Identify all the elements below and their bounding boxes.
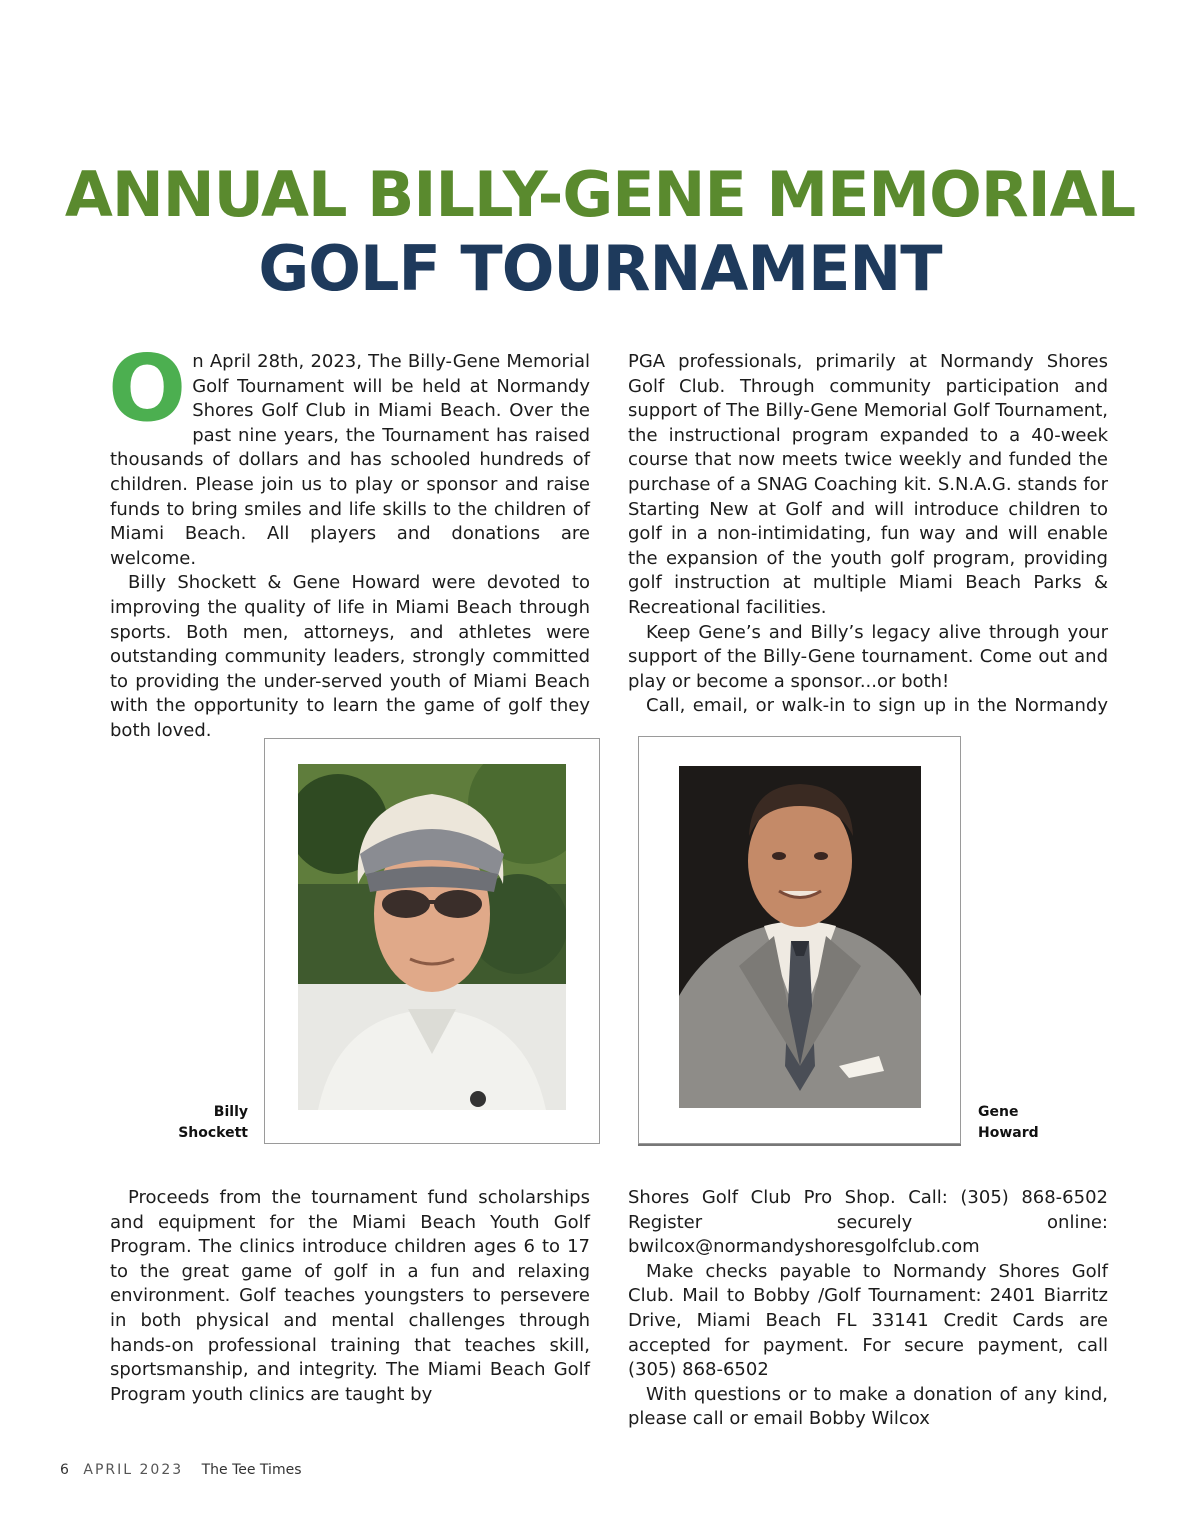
caption-gene-first: Gene (978, 1104, 1019, 1120)
title-line-2: GOLF TOURNAMENT (258, 232, 942, 305)
column-top-left (108, 335, 590, 744)
drop-cap: O (108, 335, 187, 442)
paragraph-questions: With questions or to make a donation of any kind, please call or email Bobby Wilcox (628, 1383, 1108, 1430)
publication-name: The Tee Times (201, 1462, 302, 1478)
paragraph-founders: Billy Shockett & Gene Howard were devoted to improving the quality of life in Miami Beach through sports. Both men, attorneys, and athletes were outstanding community leaders, strongly committed to providing the under-served youth of Miami Beach with the opportunity to learn the game of golf they both loved. (110, 572, 590, 741)
caption-billy-last: Shockett (178, 1125, 248, 1141)
paragraph-legacy: Keep Gene’s and Billy’s legacy alive through your support of the Billy-Gene tournament. Come out and play or become a sponsor...or both! (628, 621, 1108, 692)
paragraph-proceeds: Proceeds from the tournament fund scholarships and equipment for the Miami Beach Youth Golf Program. The clinics introduce children ages 6 to 17 to the great game of golf in a fun and relaxing environment. Golf teaches youngsters to persevere in both physical and mental challenges through hands-on professional training that teaches skill, sportsmanship, and integrity. The Miami Beach Golf Program youth clinics are taught by (110, 1187, 590, 1405)
caption-billy (160, 1102, 248, 1144)
column-bottom-left (110, 1186, 590, 1407)
caption-gene (978, 1102, 1078, 1144)
paragraph-intro (108, 335, 590, 571)
issue-date: APRIL 2023 (83, 1462, 184, 1478)
title-line-1: ANNUAL BILLY-GENE MEMORIAL (64, 158, 1136, 231)
column-bottom-right (628, 1186, 1108, 1432)
caption-gene-last: Howard (978, 1125, 1039, 1141)
billy-shockett-photo (298, 764, 566, 1110)
paragraph-checks: Make checks payable to Normandy Shores Golf Club. Mail to Bobby /Golf Tournament: 2401 Biarritz Drive, Miami Beach FL 33141 Credit Cards are accepted for payment. For secure payment, call (305) 868-6502 (628, 1260, 1108, 1381)
gene-howard-photo (679, 766, 921, 1108)
column-top-right (628, 350, 1108, 719)
intro-text: n April 28th, 2023, The Billy-Gene Memorial Golf Tournament will be held at Normandy Shores Golf Club in Miami Beach. Over the past nine years, the Tournament has raised thousands of dollars and has schooled hundreds of children. Please join us to play or sponsor and raise funds to bring smiles and life skills to the children of Miami Beach. All players and donations are welcome. (110, 351, 590, 569)
paragraph-signup-start: Call, email, or walk-in to sign up in the Normandy (646, 695, 1108, 717)
page-footer (60, 1462, 302, 1478)
paragraph-signup-end: Shores Golf Club Pro Shop. Call: (305) 868-6502 Register securely online: bwilcox@normandyshoresgolfclub.com (628, 1187, 1108, 1258)
caption-billy-first: Billy (213, 1104, 248, 1120)
page-number: 6 (60, 1462, 69, 1478)
paragraph-program: PGA professionals, primarily at Normandy Shores Golf Club. Through community participation and support of The Billy-Gene Memorial Golf Tournament, the instructional program expanded to a 40-week course that now meets twice weekly and funded the purchase of a SNAG Coaching kit. S.N.A.G. stands for Starting New at Golf and will introduce children to golf in a non-intimidating, fun way and will enable the expansion of the youth golf program, providing golf instruction at multiple Miami Beach Parks & Recreational facilities. (628, 351, 1108, 618)
